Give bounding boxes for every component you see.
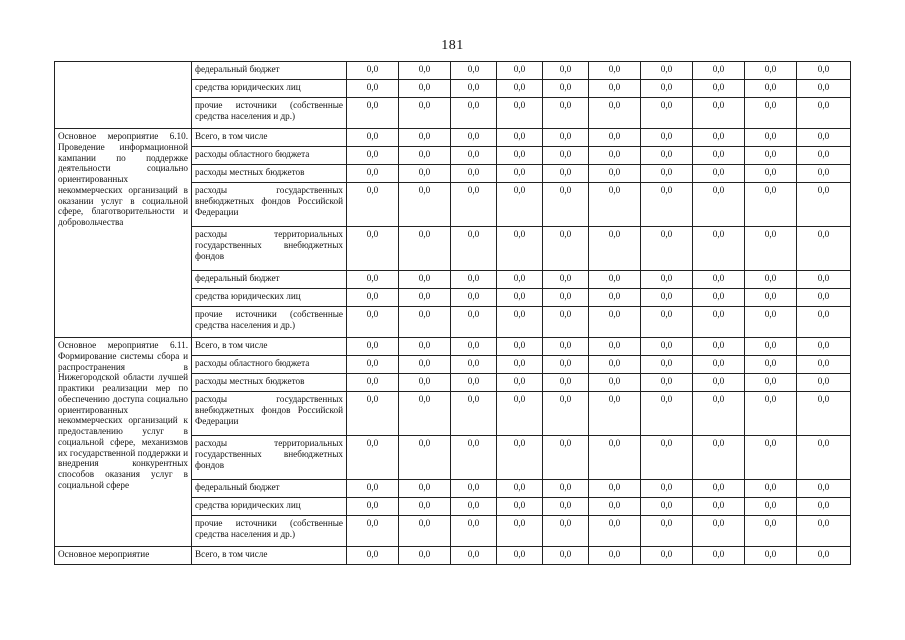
amount-cell: 0,0 <box>589 498 641 516</box>
amount-cell: 0,0 <box>641 338 693 356</box>
amount-cell: 0,0 <box>745 165 797 183</box>
funding-source-cell: расходы областного бюджета <box>192 356 347 374</box>
amount-cell: 0,0 <box>641 307 693 338</box>
amount-cell: 0,0 <box>797 356 851 374</box>
amount-cell: 0,0 <box>797 307 851 338</box>
amount-cell: 0,0 <box>347 338 399 356</box>
amount-cell: 0,0 <box>693 129 745 147</box>
funding-source-cell: федеральный бюджет <box>192 62 347 80</box>
amount-cell: 0,0 <box>693 98 745 129</box>
amount-cell: 0,0 <box>693 498 745 516</box>
amount-cell: 0,0 <box>451 374 497 392</box>
amount-cell: 0,0 <box>347 98 399 129</box>
amount-cell: 0,0 <box>497 307 543 338</box>
amount-cell: 0,0 <box>641 227 693 271</box>
funding-source-cell: расходы местных бюджетов <box>192 165 347 183</box>
amount-cell: 0,0 <box>543 307 589 338</box>
funding-source-cell: расходы государственных внебюджетных фондов Российской Федерации <box>192 392 347 436</box>
amount-cell: 0,0 <box>399 307 451 338</box>
amount-cell: 0,0 <box>641 516 693 547</box>
amount-cell: 0,0 <box>693 356 745 374</box>
amount-cell: 0,0 <box>745 307 797 338</box>
amount-cell: 0,0 <box>641 436 693 480</box>
amount-cell: 0,0 <box>497 289 543 307</box>
amount-cell: 0,0 <box>543 147 589 165</box>
amount-cell: 0,0 <box>347 289 399 307</box>
amount-cell: 0,0 <box>641 356 693 374</box>
amount-cell: 0,0 <box>589 289 641 307</box>
amount-cell: 0,0 <box>399 98 451 129</box>
amount-cell: 0,0 <box>497 392 543 436</box>
amount-cell: 0,0 <box>589 338 641 356</box>
amount-cell: 0,0 <box>693 165 745 183</box>
amount-cell: 0,0 <box>797 165 851 183</box>
amount-cell: 0,0 <box>497 80 543 98</box>
amount-cell: 0,0 <box>399 271 451 289</box>
amount-cell: 0,0 <box>543 62 589 80</box>
amount-cell: 0,0 <box>693 516 745 547</box>
funding-source-cell: Всего, в том числе <box>192 129 347 147</box>
amount-cell: 0,0 <box>451 356 497 374</box>
amount-cell: 0,0 <box>347 516 399 547</box>
amount-cell: 0,0 <box>399 374 451 392</box>
amount-cell: 0,0 <box>347 227 399 271</box>
amount-cell: 0,0 <box>641 147 693 165</box>
funding-source-cell: прочие источники (собственные средства населения и др.) <box>192 516 347 547</box>
table-row <box>55 62 851 80</box>
amount-cell: 0,0 <box>497 338 543 356</box>
amount-cell: 0,0 <box>347 374 399 392</box>
amount-cell: 0,0 <box>543 374 589 392</box>
amount-cell: 0,0 <box>797 289 851 307</box>
amount-cell: 0,0 <box>497 516 543 547</box>
amount-cell: 0,0 <box>399 289 451 307</box>
amount-cell: 0,0 <box>451 498 497 516</box>
amount-cell: 0,0 <box>641 498 693 516</box>
amount-cell: 0,0 <box>797 392 851 436</box>
funding-source-cell: расходы территориальных государственных внебюджетных фондов <box>192 227 347 271</box>
amount-cell: 0,0 <box>543 547 589 565</box>
funding-source-cell: средства юридических лиц <box>192 498 347 516</box>
amount-cell: 0,0 <box>641 62 693 80</box>
amount-cell: 0,0 <box>497 98 543 129</box>
amount-cell: 0,0 <box>399 165 451 183</box>
amount-cell: 0,0 <box>451 547 497 565</box>
amount-cell: 0,0 <box>347 547 399 565</box>
amount-cell: 0,0 <box>347 356 399 374</box>
amount-cell: 0,0 <box>589 129 641 147</box>
amount-cell: 0,0 <box>543 516 589 547</box>
amount-cell: 0,0 <box>589 183 641 227</box>
amount-cell: 0,0 <box>797 374 851 392</box>
amount-cell: 0,0 <box>347 62 399 80</box>
amount-cell: 0,0 <box>693 227 745 271</box>
amount-cell: 0,0 <box>693 307 745 338</box>
amount-cell: 0,0 <box>641 271 693 289</box>
amount-cell: 0,0 <box>451 129 497 147</box>
amount-cell: 0,0 <box>745 436 797 480</box>
amount-cell: 0,0 <box>693 62 745 80</box>
table-row <box>55 338 851 356</box>
amount-cell: 0,0 <box>589 271 641 289</box>
amount-cell: 0,0 <box>399 516 451 547</box>
amount-cell: 0,0 <box>399 227 451 271</box>
amount-cell: 0,0 <box>745 129 797 147</box>
amount-cell: 0,0 <box>745 480 797 498</box>
amount-cell: 0,0 <box>797 271 851 289</box>
amount-cell: 0,0 <box>693 289 745 307</box>
amount-cell: 0,0 <box>693 147 745 165</box>
amount-cell: 0,0 <box>543 436 589 480</box>
funding-source-cell: федеральный бюджет <box>192 271 347 289</box>
amount-cell: 0,0 <box>797 147 851 165</box>
amount-cell: 0,0 <box>347 129 399 147</box>
amount-cell: 0,0 <box>641 374 693 392</box>
amount-cell: 0,0 <box>347 307 399 338</box>
amount-cell: 0,0 <box>497 498 543 516</box>
amount-cell: 0,0 <box>543 80 589 98</box>
amount-cell: 0,0 <box>451 516 497 547</box>
amount-cell: 0,0 <box>589 436 641 480</box>
amount-cell: 0,0 <box>451 307 497 338</box>
amount-cell: 0,0 <box>797 98 851 129</box>
amount-cell: 0,0 <box>745 338 797 356</box>
amount-cell: 0,0 <box>399 147 451 165</box>
amount-cell: 0,0 <box>347 183 399 227</box>
funding-source-cell: расходы местных бюджетов <box>192 374 347 392</box>
amount-cell: 0,0 <box>589 516 641 547</box>
amount-cell: 0,0 <box>451 289 497 307</box>
amount-cell: 0,0 <box>693 338 745 356</box>
amount-cell: 0,0 <box>745 289 797 307</box>
amount-cell: 0,0 <box>451 165 497 183</box>
amount-cell: 0,0 <box>745 374 797 392</box>
amount-cell: 0,0 <box>451 480 497 498</box>
amount-cell: 0,0 <box>399 547 451 565</box>
amount-cell: 0,0 <box>497 227 543 271</box>
amount-cell: 0,0 <box>451 147 497 165</box>
amount-cell: 0,0 <box>641 480 693 498</box>
amount-cell: 0,0 <box>497 62 543 80</box>
amount-cell: 0,0 <box>745 147 797 165</box>
amount-cell: 0,0 <box>399 62 451 80</box>
amount-cell: 0,0 <box>589 227 641 271</box>
amount-cell: 0,0 <box>497 547 543 565</box>
amount-cell: 0,0 <box>451 227 497 271</box>
amount-cell: 0,0 <box>641 547 693 565</box>
amount-cell: 0,0 <box>641 392 693 436</box>
amount-cell: 0,0 <box>451 183 497 227</box>
amount-cell: 0,0 <box>497 436 543 480</box>
amount-cell: 0,0 <box>641 129 693 147</box>
amount-cell: 0,0 <box>497 356 543 374</box>
amount-cell: 0,0 <box>543 392 589 436</box>
amount-cell: 0,0 <box>797 80 851 98</box>
amount-cell: 0,0 <box>543 129 589 147</box>
amount-cell: 0,0 <box>693 271 745 289</box>
amount-cell: 0,0 <box>745 183 797 227</box>
amount-cell: 0,0 <box>693 436 745 480</box>
amount-cell: 0,0 <box>589 480 641 498</box>
amount-cell: 0,0 <box>347 480 399 498</box>
amount-cell: 0,0 <box>399 338 451 356</box>
amount-cell: 0,0 <box>589 80 641 98</box>
funding-source-cell: расходы государственных внебюджетных фондов Российской Федерации <box>192 183 347 227</box>
amount-cell: 0,0 <box>745 498 797 516</box>
amount-cell: 0,0 <box>589 62 641 80</box>
amount-cell: 0,0 <box>745 62 797 80</box>
amount-cell: 0,0 <box>497 129 543 147</box>
amount-cell: 0,0 <box>745 227 797 271</box>
funding-source-cell: Всего, в том числе <box>192 547 347 565</box>
amount-cell: 0,0 <box>589 98 641 129</box>
amount-cell: 0,0 <box>589 547 641 565</box>
amount-cell: 0,0 <box>543 480 589 498</box>
funding-source-cell: средства юридических лиц <box>192 289 347 307</box>
amount-cell: 0,0 <box>347 80 399 98</box>
amount-cell: 0,0 <box>641 183 693 227</box>
amount-cell: 0,0 <box>497 374 543 392</box>
amount-cell: 0,0 <box>497 271 543 289</box>
amount-cell: 0,0 <box>497 147 543 165</box>
amount-cell: 0,0 <box>451 436 497 480</box>
amount-cell: 0,0 <box>641 165 693 183</box>
amount-cell: 0,0 <box>347 498 399 516</box>
funding-source-cell: средства юридических лиц <box>192 80 347 98</box>
amount-cell: 0,0 <box>797 516 851 547</box>
amount-cell: 0,0 <box>745 271 797 289</box>
amount-cell: 0,0 <box>745 98 797 129</box>
amount-cell: 0,0 <box>797 547 851 565</box>
table-body <box>55 62 851 565</box>
amount-cell: 0,0 <box>451 80 497 98</box>
amount-cell: 0,0 <box>589 392 641 436</box>
amount-cell: 0,0 <box>745 356 797 374</box>
amount-cell: 0,0 <box>745 547 797 565</box>
amount-cell: 0,0 <box>693 80 745 98</box>
amount-cell: 0,0 <box>745 392 797 436</box>
amount-cell: 0,0 <box>347 392 399 436</box>
amount-cell: 0,0 <box>497 480 543 498</box>
amount-cell: 0,0 <box>797 129 851 147</box>
amount-cell: 0,0 <box>797 498 851 516</box>
amount-cell: 0,0 <box>543 338 589 356</box>
event-name-cell-empty <box>55 62 192 129</box>
amount-cell: 0,0 <box>641 289 693 307</box>
amount-cell: 0,0 <box>543 498 589 516</box>
amount-cell: 0,0 <box>399 392 451 436</box>
amount-cell: 0,0 <box>399 129 451 147</box>
amount-cell: 0,0 <box>693 547 745 565</box>
funding-source-cell: расходы областного бюджета <box>192 147 347 165</box>
amount-cell: 0,0 <box>399 480 451 498</box>
event-name-cell: Основное мероприятие 6.10. Проведение информационной кампании по поддержке деятельности социально ориентированных некоммерческих организаций в оказании услуг в социальной сфере, благотворительности и добровольчества <box>55 129 192 338</box>
amount-cell: 0,0 <box>451 62 497 80</box>
amount-cell: 0,0 <box>693 392 745 436</box>
amount-cell: 0,0 <box>693 374 745 392</box>
amount-cell: 0,0 <box>641 80 693 98</box>
table-row <box>55 129 851 147</box>
event-name-cell: Основное мероприятие <box>55 547 192 565</box>
amount-cell: 0,0 <box>589 374 641 392</box>
financing-table <box>54 61 851 565</box>
amount-cell: 0,0 <box>745 80 797 98</box>
amount-cell: 0,0 <box>641 98 693 129</box>
amount-cell: 0,0 <box>745 516 797 547</box>
amount-cell: 0,0 <box>543 227 589 271</box>
amount-cell: 0,0 <box>497 165 543 183</box>
event-name-cell: Основное мероприятие 6.11. Формирование системы сбора и распространения в Нижегородской области лучшей практики реализации мер по обеспечению доступа социально ориентированных некоммерческих организаций к предоставлению услуг в социальной сфере, механизмов их государственной поддержки и внедрения конкурентных способов оказания услуг в социальной сфере <box>55 338 192 547</box>
amount-cell: 0,0 <box>797 338 851 356</box>
amount-cell: 0,0 <box>543 271 589 289</box>
funding-source-cell: федеральный бюджет <box>192 480 347 498</box>
amount-cell: 0,0 <box>589 307 641 338</box>
amount-cell: 0,0 <box>399 436 451 480</box>
funding-source-cell: прочие источники (собственные средства населения и др.) <box>192 307 347 338</box>
amount-cell: 0,0 <box>399 183 451 227</box>
amount-cell: 0,0 <box>543 98 589 129</box>
amount-cell: 0,0 <box>589 147 641 165</box>
amount-cell: 0,0 <box>543 183 589 227</box>
amount-cell: 0,0 <box>451 338 497 356</box>
amount-cell: 0,0 <box>347 147 399 165</box>
amount-cell: 0,0 <box>399 80 451 98</box>
amount-cell: 0,0 <box>543 356 589 374</box>
amount-cell: 0,0 <box>451 271 497 289</box>
page-number: 181 <box>441 38 464 53</box>
table-row <box>55 547 851 565</box>
amount-cell: 0,0 <box>693 183 745 227</box>
amount-cell: 0,0 <box>347 436 399 480</box>
amount-cell: 0,0 <box>451 392 497 436</box>
amount-cell: 0,0 <box>589 356 641 374</box>
amount-cell: 0,0 <box>797 62 851 80</box>
amount-cell: 0,0 <box>347 271 399 289</box>
funding-source-cell: расходы территориальных государственных внебюджетных фондов <box>192 436 347 480</box>
funding-source-cell: Всего, в том числе <box>192 338 347 356</box>
funding-source-cell: прочие источники (собственные средства населения и др.) <box>192 98 347 129</box>
amount-cell: 0,0 <box>797 480 851 498</box>
amount-cell: 0,0 <box>589 165 641 183</box>
amount-cell: 0,0 <box>399 356 451 374</box>
amount-cell: 0,0 <box>399 498 451 516</box>
amount-cell: 0,0 <box>797 436 851 480</box>
amount-cell: 0,0 <box>543 289 589 307</box>
amount-cell: 0,0 <box>543 165 589 183</box>
amount-cell: 0,0 <box>797 227 851 271</box>
amount-cell: 0,0 <box>797 183 851 227</box>
amount-cell: 0,0 <box>693 480 745 498</box>
amount-cell: 0,0 <box>497 183 543 227</box>
amount-cell: 0,0 <box>451 98 497 129</box>
amount-cell: 0,0 <box>347 165 399 183</box>
